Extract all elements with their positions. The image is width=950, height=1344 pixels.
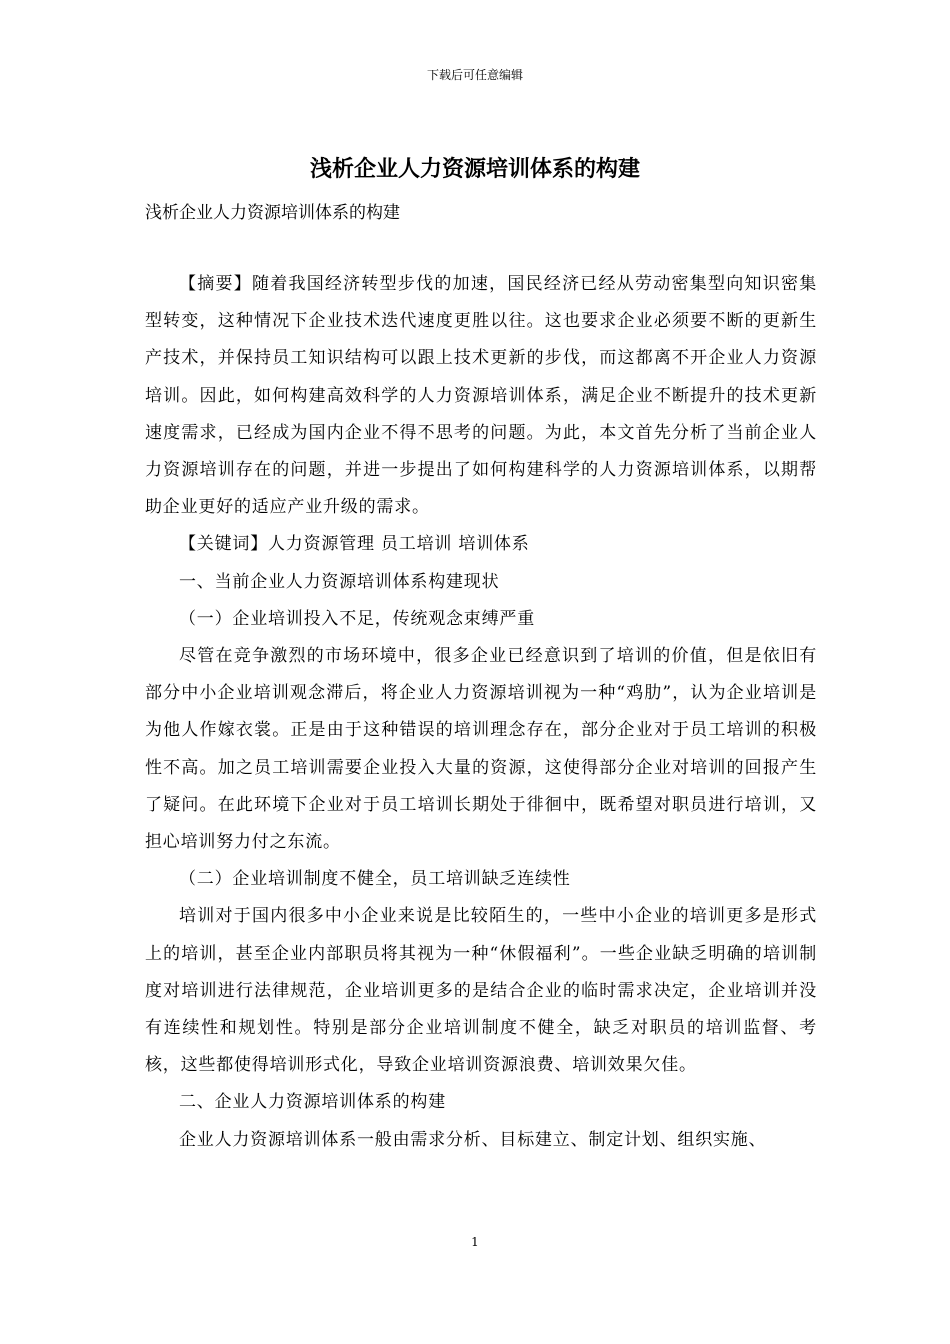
page-header: 下载后可任意编辑 (426, 68, 523, 82)
body-paragraph: 尽管在竞争激烈的市场环境中，很多企业已经意识到了培训的价值，但是依旧有部分中小企业培训观念滞后，将企业人力资源培训视为一种“鸡肋”，认为企业培训是为他人作嫁衣裳。正是由于这种错误的培训理念存在，部分企业对于员工培训的积极性不高。加之员工培训需要企业投入大量的资源，这使得部分企业对培训的回报产生了疑问。在此环境下企业对于员工培训长期处于徘徊中，既希望对职员进行培训，又担心培训努力付之东流。 (145, 646, 817, 853)
subsection-heading-1-1: （一）企业培训投入不足，传统观念束缚严重 (179, 608, 535, 629)
document-subtitle: 浅析企业人力资源培训体系的构建 (145, 203, 400, 223)
abstract-paragraph: 【摘要】随着我国经济转型步伐的加速，国民经济已经从劳动密集型向知识密集型转变，这种情况下企业技术迭代速度更胜以往。这也要求企业必须要不断的更新生产技术，并保持员工知识结构可以跟上技术更新的步伐，而这都离不开企业人力资源培训。因此，如何构建高效科学的人力资源培训体系，满足企业不断提升的技术更新速度需求，已经成为国内企业不得不思考的问题。为此，本文首先分析了当前企业人力资源培训存在的问题，并进一步提出了如何构建科学的人力资源培训体系，以期帮助企业更好的适应产业升级的需求。 (145, 274, 817, 518)
document-title: 浅析企业人力资源培训体系的构建 (309, 156, 640, 182)
section-heading-2: 二、企业人力资源培训体系的构建 (179, 1092, 446, 1113)
body-paragraph: 培训对于国内很多中小企业来说是比较陌生的，一些中小企业的培训更多是形式上的培训，甚至企业内部职员将其视为一种“休假福利”。一些企业缺乏明确的培训制度对培训进行法律规范，企业培训更多的是结合企业的临时需求决定，企业培训并没有连续性和规划性。特别是部分企业培训制度不健全，缺乏对职员的培训监督、考核，这些都使得培训形式化，导致企业培训资源浪费、培训效果欠佳。 (145, 906, 817, 1076)
subsection-heading-1-2: （二）企业培训制度不健全，员工培训缺乏连续性 (179, 869, 571, 890)
body-paragraph: 企业人力资源培训体系一般由需求分析、目标建立、制定计划、组织实施、 (179, 1129, 767, 1150)
document-body (145, 266, 817, 1159)
page-number: 1 (471, 1235, 479, 1249)
section-heading-1: 一、当前企业人力资源培训体系构建现状 (179, 571, 500, 592)
keywords-paragraph: 【关键词】人力资源管理 员工培训 培训体系 (179, 534, 530, 555)
